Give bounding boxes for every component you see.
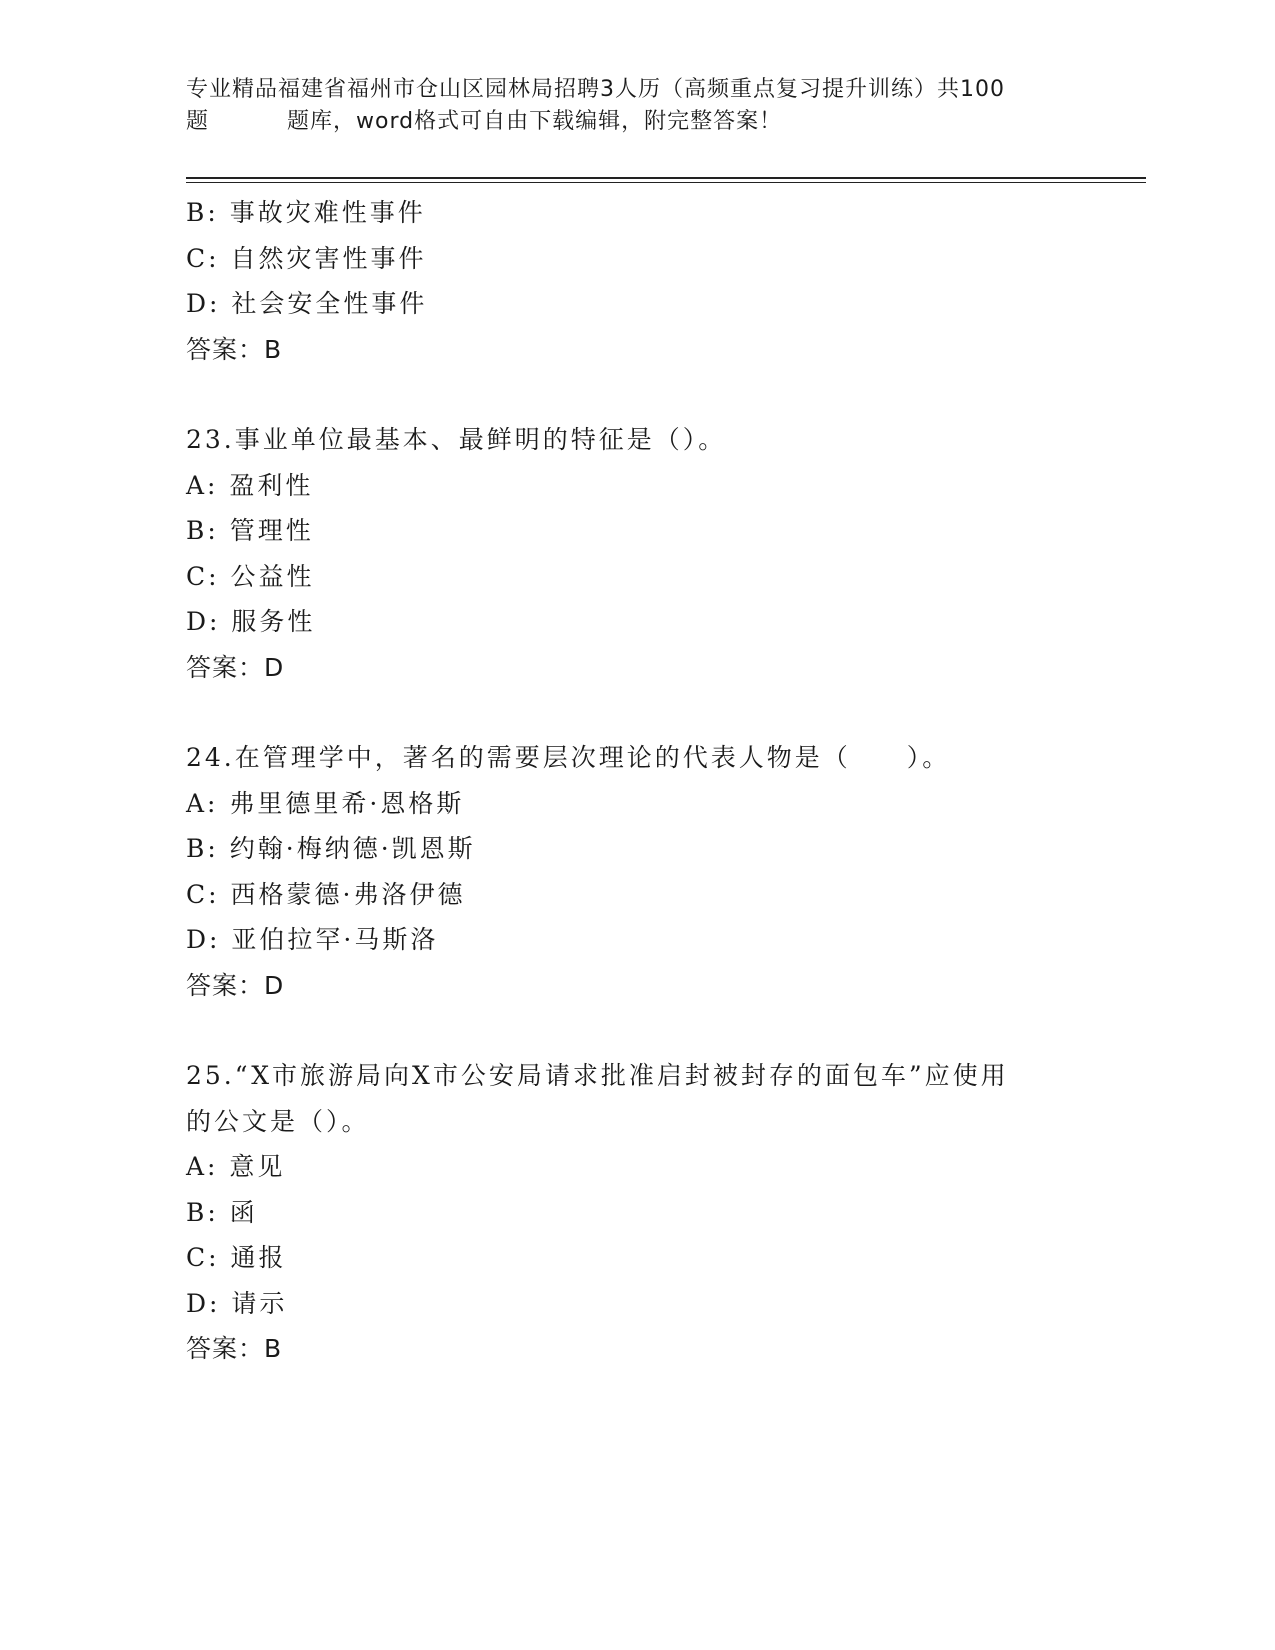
header-title-line-1: 专业精品福建省福州市仓山区园林局招聘3人历（高频重点复习提升训练）共100	[186, 77, 1005, 102]
question-23	[186, 417, 1106, 690]
header-title-line-2	[186, 106, 1086, 138]
answer: 答案：B	[186, 1334, 283, 1363]
option: B: 约翰·梅纳德·凯恩斯	[186, 834, 476, 863]
header-divider-thin	[186, 182, 1146, 183]
header-divider-thick	[186, 177, 1146, 179]
question-stem: 24.在管理学中，著名的需要层次理论的代表人物是（ ）。	[186, 743, 951, 772]
previous-question-tail	[186, 190, 1106, 372]
question-25	[186, 1053, 1106, 1372]
option: C: 通报	[186, 1243, 287, 1272]
option: A: 弗里德里希·恩格斯	[186, 788, 465, 818]
answer: 答案：D	[186, 970, 285, 1000]
option: D: 请示	[186, 1288, 288, 1318]
question-stem-continued: 的公文是（）。	[186, 1106, 370, 1136]
option: C: 自然灾害性事件	[186, 243, 427, 273]
option: D: 亚伯拉罕·马斯洛	[186, 925, 439, 954]
document-body	[186, 190, 1106, 1372]
question-stem: 23.事业单位最基本、最鲜明的特征是（）。	[186, 425, 727, 454]
option: D: 服务性	[186, 607, 316, 636]
option: A: 盈利性	[186, 470, 314, 500]
option: D: 社会安全性事件	[186, 289, 428, 318]
header-title-line-2-a: 题	[186, 109, 210, 134]
question-stem: 25.“X市旅游局向X市公安局请求批准启封被封存的面包车”应使用	[186, 1061, 1009, 1090]
question-24	[186, 735, 1106, 1008]
answer: 答案：D	[186, 652, 285, 682]
option: C: 公益性	[186, 561, 315, 591]
page-header	[186, 74, 1086, 138]
option: B: 函	[186, 1197, 258, 1227]
answer: 答案：B	[186, 334, 283, 364]
option: A: 意见	[186, 1152, 286, 1181]
option: B: 管理性	[186, 516, 314, 545]
option: C: 西格蒙德·弗洛伊德	[186, 879, 466, 909]
option: B: 事故灾难性事件	[186, 198, 426, 227]
header-title-line-2-b: 题库，word格式可自由下载编辑，附完整答案！	[287, 109, 783, 134]
